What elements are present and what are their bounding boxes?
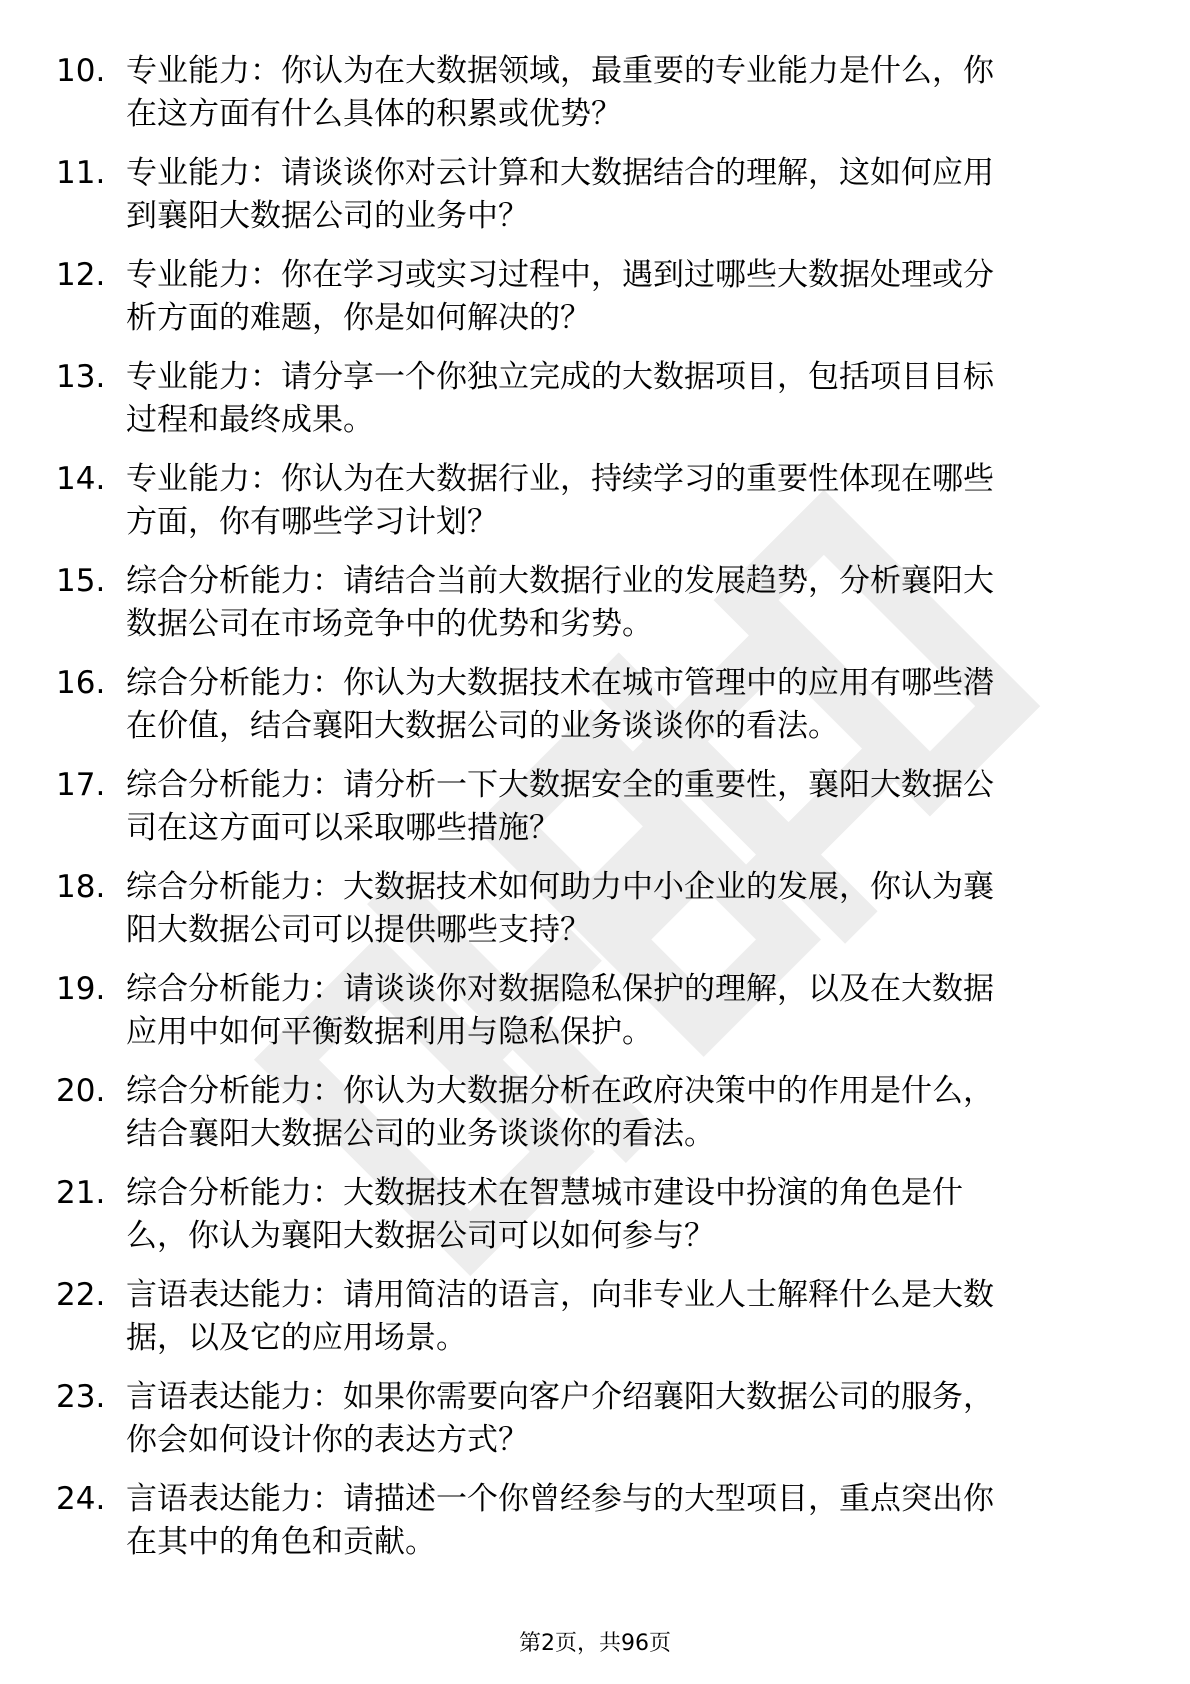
question-line: 你会如何设计你的表达方式？ [126, 1422, 529, 1458]
question-text [126, 356, 1166, 442]
question-text [126, 254, 1166, 340]
question-text [126, 1478, 1166, 1564]
question-number: 16. [56, 665, 106, 701]
question-item [56, 1274, 1136, 1376]
question-number: 20. [56, 1073, 106, 1109]
question-item [56, 152, 1136, 254]
question-text [126, 458, 1166, 544]
question-item [56, 50, 1136, 152]
question-line: 综合分析能力：请分析一下大数据安全的重要性，襄阳大数据公 [126, 767, 994, 803]
question-line: 应用中如何平衡数据利用与隐私保护。 [126, 1014, 653, 1050]
question-list [56, 50, 1136, 1580]
question-line: 在这方面有什么具体的积累或优势？ [126, 96, 622, 132]
question-item [56, 662, 1136, 764]
question-number: 22. [56, 1277, 106, 1313]
question-item [56, 1478, 1136, 1580]
question-line: 专业能力：请谈谈你对云计算和大数据结合的理解，这如何应用 [126, 155, 994, 191]
question-line: 综合分析能力：你认为大数据技术在城市管理中的应用有哪些潜 [126, 665, 994, 701]
question-text [126, 662, 1166, 748]
question-line: 方面，你有哪些学习计划？ [126, 504, 498, 540]
question-line: 综合分析能力：大数据技术如何助力中小企业的发展，你认为襄 [126, 869, 994, 905]
question-item [56, 968, 1136, 1070]
question-text [126, 152, 1166, 238]
question-number: 21. [56, 1175, 106, 1211]
question-text [126, 1376, 1166, 1462]
question-item [56, 560, 1136, 662]
question-line: 据，以及它的应用场景。 [126, 1320, 467, 1356]
question-line: 专业能力：请分享一个你独立完成的大数据项目，包括项目目标 [126, 359, 994, 395]
question-text [126, 50, 1166, 136]
page-number-footer: 第2页，共96页 [519, 1631, 671, 1656]
question-line: 专业能力：你认为在大数据领域，最重要的专业能力是什么，你 [126, 53, 994, 89]
question-line: 综合分析能力：请谈谈你对数据隐私保护的理解，以及在大数据 [126, 971, 994, 1007]
question-number: 12. [56, 257, 106, 293]
question-line: 综合分析能力：你认为大数据分析在政府决策中的作用是什么， [126, 1073, 994, 1109]
question-line: 阳大数据公司可以提供哪些支持？ [126, 912, 591, 948]
question-text [126, 1070, 1166, 1156]
question-line: 言语表达能力：请描述一个你曾经参与的大型项目，重点突出你 [126, 1481, 994, 1517]
question-line: 言语表达能力：如果你需要向客户介绍襄阳大数据公司的服务， [126, 1379, 994, 1415]
question-line: 专业能力：你在学习或实习过程中，遇到过哪些大数据处理或分 [126, 257, 994, 293]
question-number: 14. [56, 461, 106, 497]
question-text [126, 560, 1166, 646]
question-line: 在其中的角色和贡献。 [126, 1524, 436, 1560]
question-line: 么，你认为襄阳大数据公司可以如何参与？ [126, 1218, 715, 1254]
question-line: 言语表达能力：请用简洁的语言，向非专业人士解释什么是大数 [126, 1277, 994, 1313]
question-number: 23. [56, 1379, 106, 1415]
question-number: 24. [56, 1481, 106, 1517]
question-item [56, 1376, 1136, 1478]
question-line: 到襄阳大数据公司的业务中？ [126, 198, 529, 234]
question-text [126, 968, 1166, 1054]
question-item [56, 458, 1136, 560]
question-item [56, 254, 1136, 356]
question-number: 11. [56, 155, 106, 191]
question-text [126, 1172, 1166, 1258]
question-line: 析方面的难题，你是如何解决的？ [126, 300, 591, 336]
question-number: 17. [56, 767, 106, 803]
question-line: 综合分析能力：大数据技术在智慧城市建设中扮演的角色是什 [126, 1175, 963, 1211]
question-line: 司在这方面可以采取哪些措施？ [126, 810, 560, 846]
question-item [56, 356, 1136, 458]
question-line: 结合襄阳大数据公司的业务谈谈你的看法。 [126, 1116, 715, 1152]
question-item [56, 764, 1136, 866]
question-text [126, 1274, 1166, 1360]
question-number: 10. [56, 53, 106, 89]
question-number: 19. [56, 971, 106, 1007]
question-number: 18. [56, 869, 106, 905]
question-number: 15. [56, 563, 106, 599]
question-line: 专业能力：你认为在大数据行业，持续学习的重要性体现在哪些 [126, 461, 994, 497]
question-line: 综合分析能力：请结合当前大数据行业的发展趋势，分析襄阳大 [126, 563, 994, 599]
question-item [56, 866, 1136, 968]
question-text [126, 764, 1166, 850]
question-item [56, 1070, 1136, 1172]
question-item [56, 1172, 1136, 1274]
question-line: 在价值，结合襄阳大数据公司的业务谈谈你的看法。 [126, 708, 839, 744]
question-number: 13. [56, 359, 106, 395]
question-line: 过程和最终成果。 [126, 402, 374, 438]
question-text [126, 866, 1166, 952]
question-line: 数据公司在市场竞争中的优势和劣势。 [126, 606, 653, 642]
